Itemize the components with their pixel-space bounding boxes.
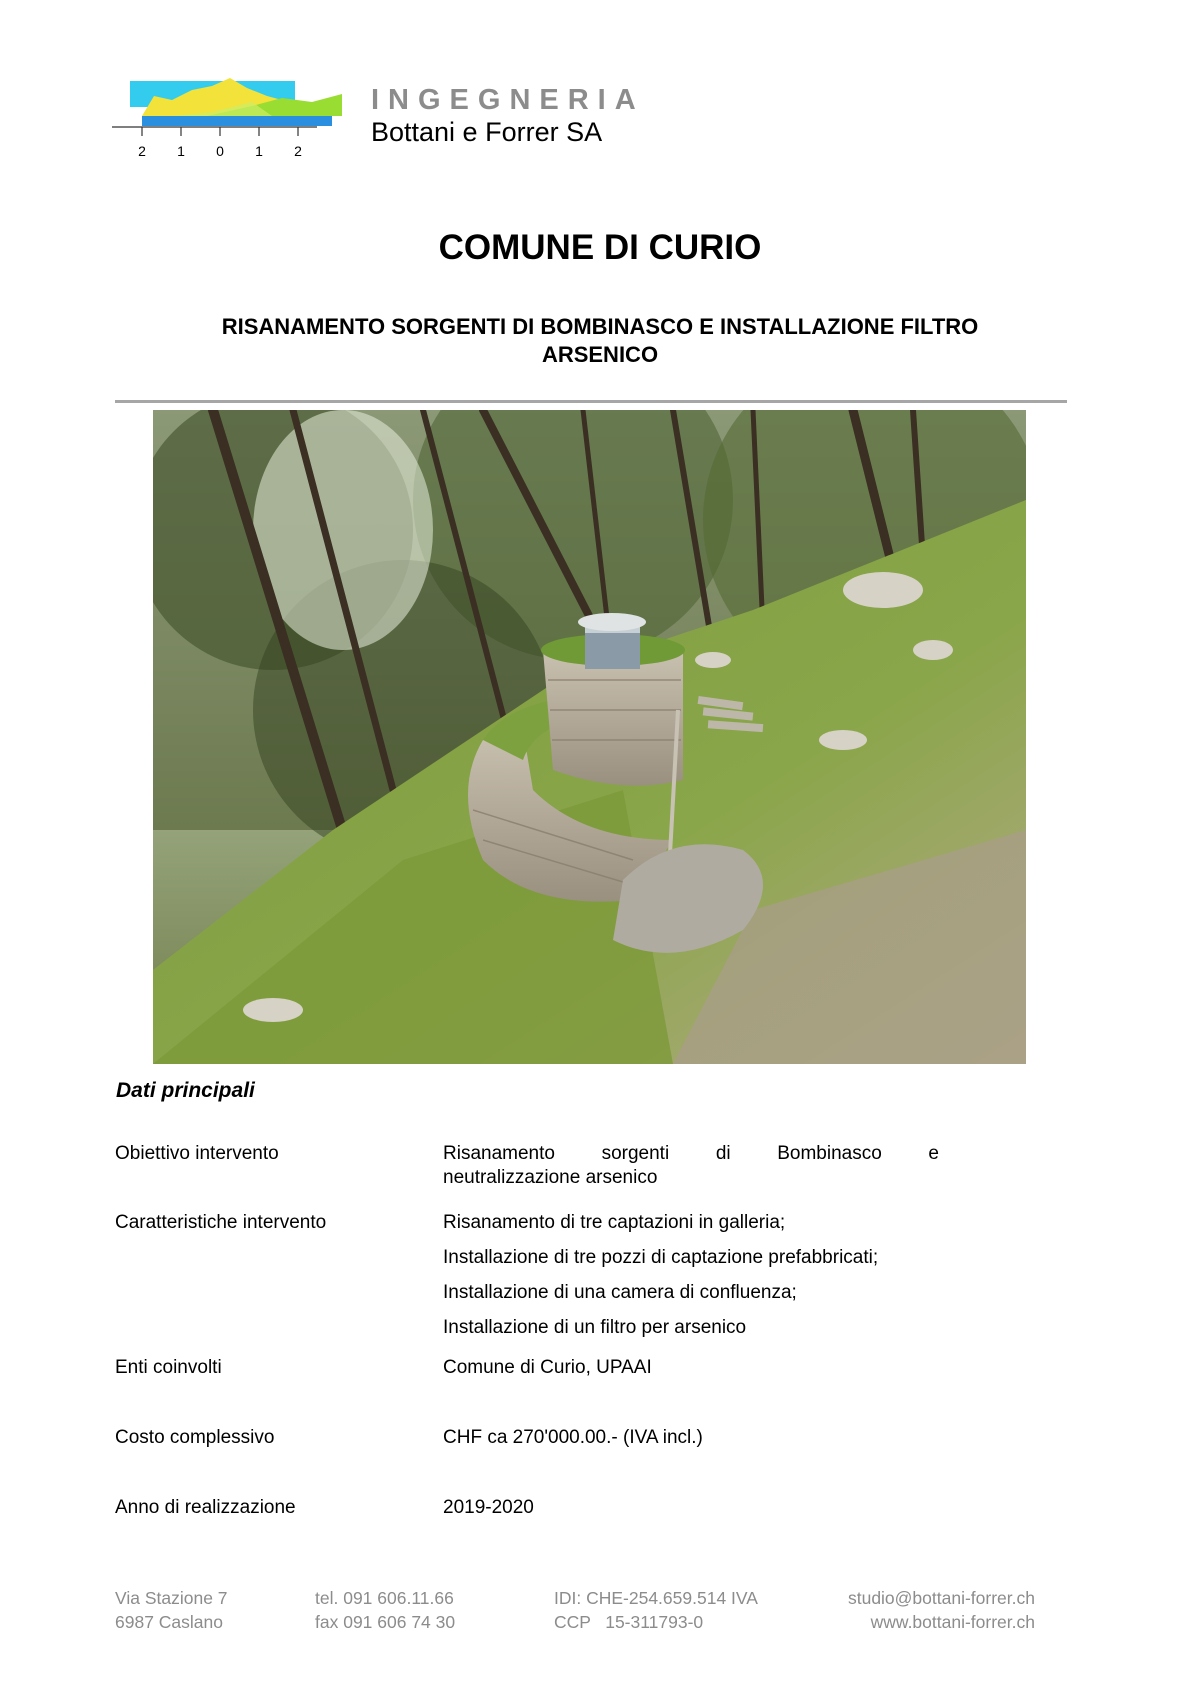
project-photo: [153, 410, 1026, 1064]
divider: [115, 400, 1067, 403]
footer-fax: fax 091 606 74 30: [315, 1612, 456, 1632]
logo-scale-label: 2: [138, 143, 146, 159]
company-tagline: INGEGNERIA: [371, 84, 645, 116]
obiettivo-value-line1: [443, 1143, 939, 1165]
obiettivo-word: e: [928, 1143, 939, 1164]
subtitle-line: ARSENICO: [541, 342, 659, 367]
logo-scale-label: 1: [177, 143, 185, 159]
logo-scale-label: 2: [294, 143, 302, 159]
page-title: COMUNE DI CURIO: [438, 228, 762, 267]
obiettivo-label: Obiettivo intervento: [115, 1143, 279, 1164]
enti-value: Comune di Curio, UPAAI: [443, 1357, 652, 1378]
caratteristiche-item: Installazione di una camera di confluenza;: [443, 1282, 797, 1303]
obiettivo-word: di: [715, 1143, 731, 1164]
obiettivo-word: Risanamento: [443, 1143, 555, 1164]
anno-value: 2019-2020: [443, 1497, 534, 1518]
company-name-block: [371, 84, 645, 148]
enti-label: Enti coinvolti: [115, 1357, 222, 1378]
footer-ids: [554, 1586, 758, 1634]
page-subtitle: [150, 313, 1050, 369]
footer-address-line: Via Stazione 7: [115, 1588, 228, 1608]
company-name: Bottani e Forrer SA: [371, 117, 603, 147]
obiettivo-value-line2: neutralizzazione arsenico: [443, 1167, 658, 1188]
footer-ccp: CCP 15-311793-0: [554, 1612, 704, 1632]
logo-scale-label: 0: [216, 143, 224, 159]
anno-label: Anno di realizzazione: [115, 1497, 296, 1518]
company-logo: [112, 76, 347, 168]
obiettivo-word: sorgenti: [601, 1143, 670, 1164]
footer-address-line: 6987 Caslano: [115, 1612, 223, 1632]
subtitle-line: RISANAMENTO SORGENTI DI BOMBINASCO E INSTALLAZIONE FILTRO: [221, 314, 979, 339]
footer-email-link[interactable]: studio@bottani-forrer.ch: [847, 1588, 1035, 1608]
section-title: Dati principali: [116, 1079, 255, 1102]
costo-label: Costo complessivo: [115, 1427, 275, 1448]
footer-web-link[interactable]: www.bottani-forrer.ch: [870, 1612, 1035, 1632]
footer-tel: tel. 091 606.11.66: [315, 1588, 454, 1608]
footer-idi: IDI: CHE-254.659.514 IVA: [554, 1588, 758, 1608]
footer-address: [115, 1586, 228, 1634]
obiettivo-word: Bombinasco: [777, 1143, 882, 1164]
caratteristiche-item: Installazione di un filtro per arsenico: [443, 1317, 747, 1338]
caratteristiche-item: Installazione di tre pozzi di captazione prefabbricati;: [443, 1247, 879, 1268]
footer-phone: [315, 1586, 455, 1634]
logo-scale-label: 1: [255, 143, 263, 159]
caratteristiche-item: Risanamento di tre captazioni in galleria;: [443, 1212, 786, 1233]
costo-value: CHF ca 270'000.00.- (IVA incl.): [443, 1427, 703, 1448]
footer-contact: [800, 1586, 1035, 1634]
caratteristiche-label: Caratteristiche intervento: [115, 1212, 327, 1233]
